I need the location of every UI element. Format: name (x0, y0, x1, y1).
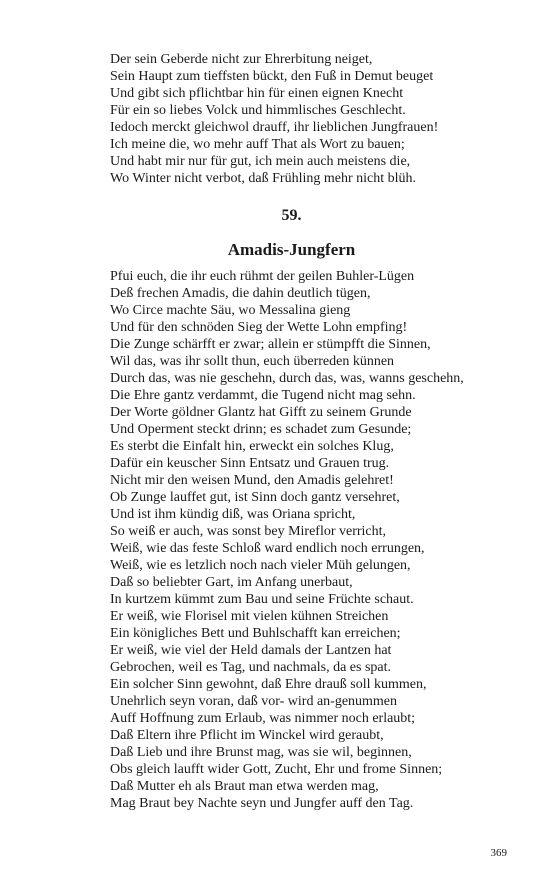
verse-line: Der sein Geberde nicht zur Ehrerbitung neiget, (110, 52, 373, 67)
verse-line: Der Worte göldner Glantz hat Gifft zu seinem Grunde (110, 405, 412, 420)
verse-line: Daß so beliebter Gart, im Anfang unerbaut, (110, 575, 353, 590)
verse-line: Und ist ihm kündig diß, was Oriana spricht, (110, 507, 356, 522)
verse-line: Er weiß, wie Florisel mit vielen kühnen Streichen (110, 609, 389, 624)
verse-line: Mag Braut bey Nachte seyn und Jungfer auff den Tag. (110, 796, 414, 811)
verse-line: Daß Mutter eh als Braut man etwa werden mag, (110, 779, 379, 794)
verse-line: Iedoch merckt gleichwol drauff, ihr lieblichen Jungfrauen! (110, 120, 439, 135)
verse-line: So weiß er auch, was sonst bey Mireflor verricht, (110, 524, 387, 539)
verse-line: Und habt mir nur für gut, ich mein auch meistens die, (110, 154, 411, 169)
verse-line: Weiß, wie es letzlich noch nach vieler Müh gelungen, (110, 558, 411, 573)
poem-number: 59. (281, 207, 302, 224)
verse-line: Obs gleich laufft wider Gott, Zucht, Ehr und frome Sinnen; (110, 762, 443, 777)
verse-line: Weiß, wie das feste Schloß ward endlich noch errungen, (110, 541, 425, 556)
verse-line: Die Ehre gantz verdammt, die Tugend nicht mag sehn. (110, 388, 416, 403)
poem-body (110, 268, 464, 812)
verse-line: Und Operment steckt drinn; es schadet zum Gesunde; (110, 422, 412, 437)
verse-line: In kurtzem kümmt zum Bau und seine Früchte schaut. (110, 592, 414, 607)
previous-poem-ending (110, 51, 438, 187)
verse-line: Ob Zunge lauffet gut, ist Sinn doch gantz versehret, (110, 490, 400, 505)
verse-line: Pfui euch, die ihr euch rühmt der geilen Buhler-Lügen (110, 269, 415, 284)
verse-line: Daß Eltern ihre Pflicht im Winckel wird geraubt, (110, 728, 384, 743)
verse-line: Es sterbt die Einfalt hin, erweckt ein solches Klug, (110, 439, 394, 454)
verse-line: Deß frechen Amadis, die dahin deutlich tügen, (110, 286, 371, 301)
verse-line: Wo Circe machte Säu, wo Messalina gieng (110, 303, 351, 318)
verse-line: Auff Hoffnung zum Erlaub, was nimmer noch erlaubt; (110, 711, 416, 726)
verse-line: Die Zunge schärfft er zwar; allein er stümpfft die Sinnen, (110, 337, 431, 352)
verse-line: Ein solcher Sinn gewohnt, daß Ehre drauß soll kummen, (110, 677, 427, 692)
verse-line: Dafür ein keuscher Sinn Entsatz und Grauen trug. (110, 456, 390, 471)
verse-line: Nicht mir den weisen Mund, den Amadis gelehret! (110, 473, 394, 488)
verse-line: Durch das, was nie geschehn, durch das, was, wanns geschehn, (110, 371, 464, 386)
verse-line: Wil das, was ihr sollt thun, euch überreden künnen (110, 354, 395, 369)
page-number: 369 (490, 847, 507, 859)
verse-line: Wo Winter nicht verbot, daß Frühling mehr nicht blüh. (110, 171, 416, 186)
verse-line: Daß Lieb und ihre Brunst mag, was sie wil, beginnen, (110, 745, 412, 760)
verse-line: Ein königliches Bett und Buhlschafft kan erreichen; (110, 626, 401, 641)
verse-line: Gebrochen, weil es Tag, und nachmals, da es spat. (110, 660, 392, 675)
poem-title: Amadis-Jungfern (227, 240, 356, 259)
verse-line: Und gibt sich pflichtbar hin für einen eignen Knecht (110, 86, 404, 101)
verse-line: Ich meine die, wo mehr auff That als Wort zu bauen; (110, 137, 405, 152)
verse-line: Für ein so liebes Volck und himmlisches Geschlecht. (110, 103, 406, 118)
verse-line: Er weiß, wie viel der Held damals der Lantzen hat (110, 643, 392, 658)
verse-line: Unehrlich seyn voran, daß vor- wird an-genummen (110, 694, 398, 709)
verse-line: Und für den schnöden Sieg der Wette Lohn empfing! (110, 320, 408, 335)
verse-line: Sein Haupt zum tieffsten bückt, den Fuß in Demut beuget (110, 69, 434, 84)
